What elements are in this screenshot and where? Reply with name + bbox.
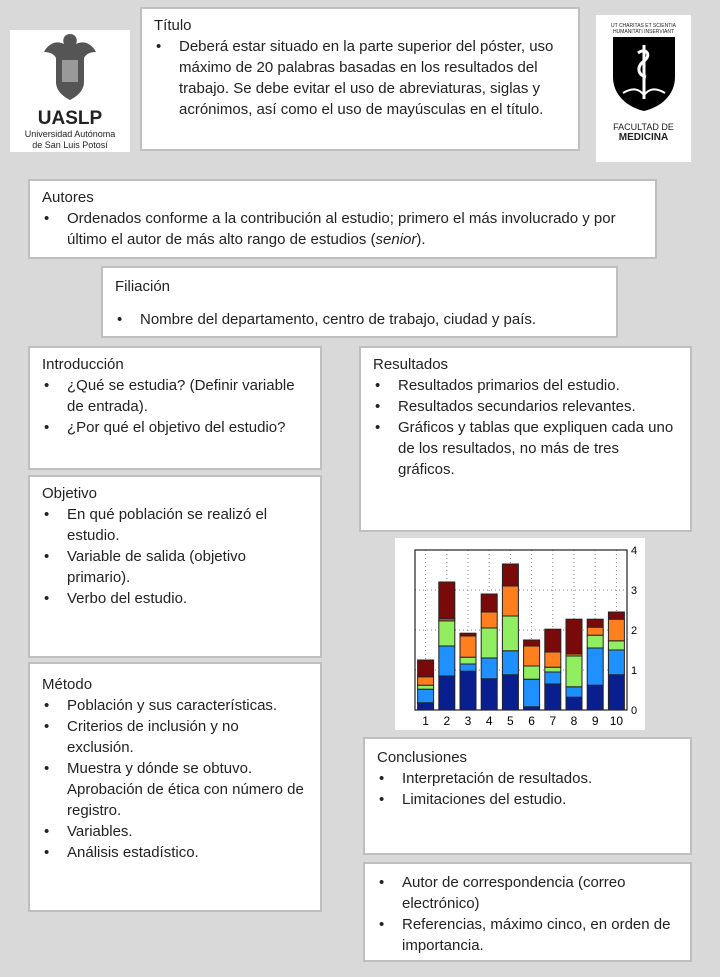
uaslp-name: Universidad Autónoma <box>24 129 116 139</box>
objetivo-heading: Objetivo <box>42 485 98 502</box>
bar-segment-s3 <box>587 635 603 648</box>
bar-segment-s3 <box>460 657 476 664</box>
list-item <box>42 208 643 250</box>
list-item: • ¿Por qué el objetivo del estudio? <box>42 417 308 438</box>
bar-segment-s4 <box>587 627 603 635</box>
x-tick-label: 2 <box>443 714 451 728</box>
bar-segment-s3 <box>502 616 518 651</box>
bar-segment-s2 <box>524 679 540 707</box>
objetivo-section <box>28 475 322 658</box>
x-tick-label: 3 <box>464 714 472 728</box>
bar-segment-s5 <box>439 582 455 619</box>
titulo-section <box>140 7 580 151</box>
motto: UT CHARITAS ET SCIENTIA <box>610 23 676 29</box>
bar-segment-s3 <box>566 656 582 687</box>
bar-segment-s2 <box>418 689 434 703</box>
motto-2: HUMANITATI INSERVIANT <box>612 29 675 35</box>
x-tick-label: 8 <box>570 714 578 728</box>
text: Ordenados conforme a la contribución al estudio; primero el más involucrado y por último el autor de más alto rango de estudios ( <box>67 210 616 248</box>
bar-segment-s5 <box>524 640 540 646</box>
autores-section <box>28 179 657 259</box>
filiacion-heading: Filiación <box>115 278 171 295</box>
bar-segment-s3 <box>439 621 455 646</box>
bar-segment-s3 <box>524 666 540 679</box>
results-chart <box>395 538 645 730</box>
uaslp-name-2: de San Luis Potosí <box>32 140 108 150</box>
bar-segment-s4 <box>481 612 497 628</box>
list-item: • Variables. <box>42 821 308 842</box>
list-item: • Resultados secundarios relevantes. <box>373 396 678 417</box>
eagle-crest-icon <box>40 32 100 104</box>
bar-segment-s2 <box>608 650 624 675</box>
metodo-heading: Método <box>42 676 93 693</box>
medicina-logo <box>596 15 691 162</box>
list-item: • En qué población se realizó el estudio. <box>42 504 308 546</box>
list-item: • Resultados primarios del estudio. <box>373 375 678 396</box>
bar-segment-s1 <box>418 703 434 710</box>
introduccion-heading: Introducción <box>42 356 124 373</box>
text: ). <box>416 231 426 248</box>
list-item: • Deberá estar situado en la parte superior del póster, uso máximo de 20 palabras basadas en los resultados del trabajo. Se debe evitar el uso de abreviaturas, siglas y acrónimos, así como el uso de mayúsculas en el título. <box>154 36 566 120</box>
bar-segment-s3 <box>481 628 497 658</box>
bar-segment-s1 <box>566 697 582 710</box>
list-item: • Criterios de inclusión y no exclusión. <box>42 716 308 758</box>
x-tick-label: 1 <box>422 714 429 728</box>
conclusiones-heading: Conclusiones <box>377 749 468 766</box>
list-item: • Variable de salida (objetivo primario). <box>42 546 308 588</box>
bar-segment-s3 <box>608 641 624 650</box>
bar-segment-s1 <box>545 684 561 710</box>
list-item: • ¿Qué se estudia? (Definir variable de entrada). <box>42 375 308 417</box>
uaslp-abbr: UASLP <box>37 108 103 129</box>
y-tick-label: 1 <box>631 665 638 677</box>
bar-segment-s3 <box>418 685 434 689</box>
list-item: • Verbo del estudio. <box>42 588 308 609</box>
resultados-section <box>359 346 692 532</box>
bar-segment-s5 <box>418 660 434 677</box>
bar-segment-s5 <box>545 629 561 652</box>
bar-segment-s5 <box>566 619 582 654</box>
bar-segment-s5 <box>608 612 624 619</box>
list-item: • Limitaciones del estudio. <box>377 789 678 810</box>
bar-segment-s1 <box>439 676 455 710</box>
bar-segment-s1 <box>608 675 624 710</box>
faculty-line: FACULTAD DE <box>613 122 674 132</box>
x-tick-label: 10 <box>609 714 624 728</box>
faculty-name: MEDICINA <box>618 132 669 143</box>
x-tick-label: 4 <box>485 714 493 728</box>
list-item: • Referencias, máximo cinco, en orden de importancia. <box>377 914 678 956</box>
titulo-heading: Título <box>154 17 192 34</box>
list-item: • Población y sus características. <box>42 695 308 716</box>
x-tick-label: 9 <box>591 714 599 728</box>
bar-segment-s4 <box>608 619 624 641</box>
list-item: • Interpretación de resultados. <box>377 768 678 789</box>
bar-segment-s2 <box>439 646 455 676</box>
y-tick-label: 4 <box>631 545 638 557</box>
y-tick-label: 0 <box>631 705 638 717</box>
y-tick-label: 3 <box>631 585 638 597</box>
bar-segment-s4 <box>524 646 540 666</box>
uaslp-logo <box>10 30 130 152</box>
x-tick-label: 7 <box>549 714 557 728</box>
bar-segment-s2 <box>545 672 561 684</box>
filiacion-section <box>101 266 618 338</box>
list-item: • Análisis estadístico. <box>42 842 308 863</box>
bar-segment-s5 <box>460 633 476 636</box>
bar-segment-s1 <box>502 675 518 710</box>
bar-segment-s2 <box>481 658 497 679</box>
resultados-heading: Resultados <box>373 356 449 373</box>
bar-segment-s4 <box>502 586 518 616</box>
bar-segment-s1 <box>481 679 497 710</box>
bar-segment-s2 <box>460 664 476 671</box>
conclusiones-section <box>363 737 692 855</box>
x-tick-label: 6 <box>528 714 535 728</box>
bar-segment-s3 <box>545 667 561 672</box>
bar-segment-s2 <box>566 687 582 697</box>
bar-segment-s5 <box>587 619 603 627</box>
bar-segment-s5 <box>502 564 518 586</box>
bar-segment-s1 <box>587 685 603 710</box>
bar-segment-s5 <box>481 594 497 612</box>
bar-segment-s2 <box>502 651 518 675</box>
y-tick-label: 2 <box>631 625 638 637</box>
list-item: • Nombre del departamento, centro de trabajo, ciudad y país. <box>115 309 604 330</box>
introduccion-section <box>28 346 322 470</box>
stacked-bar-chart <box>395 538 645 730</box>
autores-heading: Autores <box>42 189 94 206</box>
text-em: senior <box>375 231 417 248</box>
caduceus-shield-icon <box>611 35 677 111</box>
bar-segment-s1 <box>460 671 476 710</box>
metodo-section <box>28 662 322 912</box>
bar-segment-s4 <box>545 652 561 667</box>
bar-segment-s2 <box>587 648 603 685</box>
list-item: • Muestra y dónde se obtuvo. Aprobación de ética con número de registro. <box>42 758 308 821</box>
list-item: • Gráficos y tablas que expliquen cada uno de los resultados, no más de tres gráficos. <box>373 417 678 480</box>
bar-segment-s4 <box>418 677 434 685</box>
x-tick-label: 5 <box>507 714 514 728</box>
bar-segment-s4 <box>460 636 476 657</box>
correspondencia-section <box>363 862 692 962</box>
list-item: • Autor de correspondencia (correo electrónico) <box>377 872 678 914</box>
